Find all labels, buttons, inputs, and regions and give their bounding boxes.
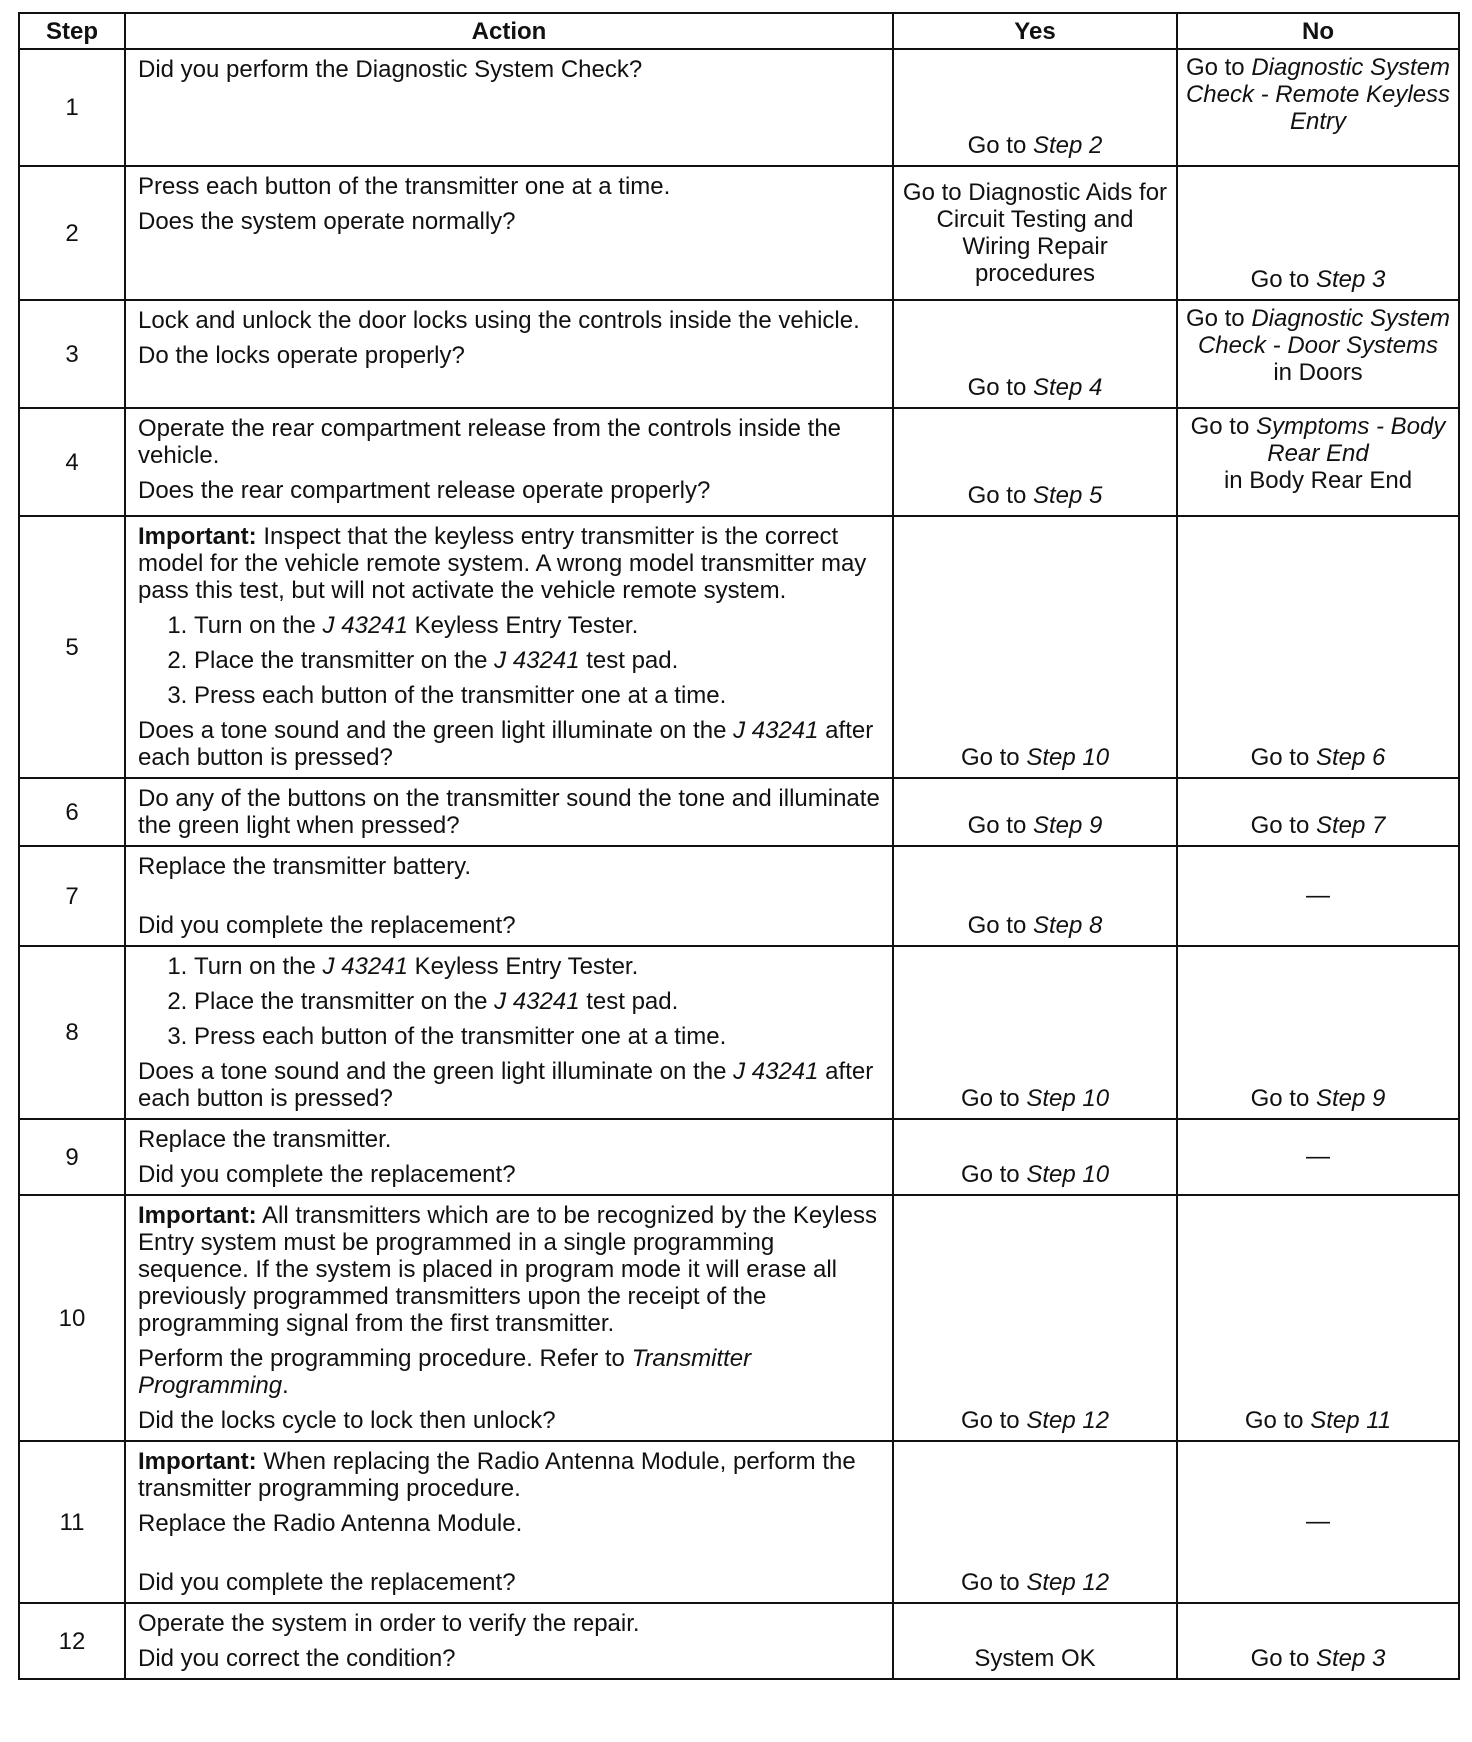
go-to-label: Go to [1190, 413, 1250, 440]
header-action: Action [125, 13, 893, 49]
spacer [138, 1545, 882, 1569]
table-row [19, 946, 1459, 1119]
no-doc-ref: Diagnostic System Check - Remote Keyless Entry [1185, 54, 1451, 135]
table-row [19, 300, 1459, 408]
yes-cell [893, 1119, 1177, 1195]
step-number: 12 [19, 1603, 125, 1679]
no-cell [1177, 1119, 1459, 1195]
yes-cell [893, 49, 1177, 166]
action-text: Operate the system in order to verify the repair. [138, 1610, 640, 1637]
list-item [194, 682, 882, 709]
action-question: Do any of the buttons on the transmitter sound the tone and illuminate the green light when pressed? [138, 785, 880, 839]
action-cell [125, 1119, 893, 1195]
yes-cell [893, 846, 1177, 946]
list-text: Place the transmitter on the [194, 988, 488, 1015]
no-cell [1177, 1603, 1459, 1679]
important-label: Important: [138, 1202, 257, 1229]
action-text: Replace the transmitter. [138, 1126, 392, 1153]
important-text: All transmitters which are to be recognized by the Keyless Entry system must be programmed in a single programming sequence. If the system is placed in program mode it will erase all previously programmed transmitters upon the receipt of the programming signal from the first transmitter. [138, 1202, 877, 1337]
procedure-list [138, 612, 882, 709]
yes-cell [893, 946, 1177, 1119]
action-question [138, 717, 882, 771]
yes-cell [893, 300, 1177, 408]
go-to-label: Go to [960, 1085, 1020, 1112]
go-to-label: Go to [960, 1161, 1020, 1188]
action-question: Did you complete the replacement? [138, 1569, 516, 1596]
no-cell [1177, 516, 1459, 778]
list-text: Keyless Entry Tester. [414, 612, 639, 639]
action-cell [125, 408, 893, 516]
yes-cell [893, 1195, 1177, 1441]
go-to-label: Go to [1250, 744, 1310, 771]
step-number: 4 [19, 408, 125, 516]
go-to-label: Go to [1250, 1085, 1310, 1112]
important-label: Important: [138, 523, 257, 550]
action-question: Did you correct the condition? [138, 1645, 456, 1672]
go-to-label: Go to [960, 1569, 1020, 1596]
go-to-label: Go to [1250, 812, 1310, 839]
action-question: Did you complete the replacement? [138, 912, 516, 939]
yes-cell [893, 516, 1177, 778]
step-number: 7 [19, 846, 125, 946]
action-text: Press each button of the transmitter one at a time. [138, 173, 671, 200]
step-number: 9 [19, 1119, 125, 1195]
action-text: Did you perform the Diagnostic System Check? [138, 56, 643, 83]
go-to-label: Go to [1185, 54, 1245, 81]
important-note [138, 1202, 882, 1337]
yes-step-ref: Step 10 [1026, 744, 1110, 771]
list-text: Press each button of the transmitter one at a time. [194, 682, 727, 709]
table-row [19, 516, 1459, 778]
table-row [19, 1441, 1459, 1603]
no-cell [1177, 408, 1459, 516]
header-yes: Yes [893, 13, 1177, 49]
step-number: 10 [19, 1195, 125, 1441]
procedure-ref: Transmitter Programming [138, 1345, 752, 1399]
go-to-label: Go to [1250, 1645, 1310, 1672]
yes-step-ref: Step 10 [1026, 1161, 1110, 1188]
action-cell [125, 1441, 893, 1603]
question-text: Does a tone sound and the green light illuminate on the [138, 717, 727, 744]
yes-step-ref: Step 12 [1026, 1407, 1110, 1434]
action-cell [125, 516, 893, 778]
table-row [19, 778, 1459, 846]
no-cell [1177, 1195, 1459, 1441]
step-number: 5 [19, 516, 125, 778]
step-number: 11 [19, 1441, 125, 1603]
important-note [138, 1448, 882, 1502]
action-cell [125, 300, 893, 408]
header-no: No [1177, 13, 1459, 49]
action-question: Did the locks cycle to lock then unlock? [138, 1407, 556, 1434]
action-text [138, 1345, 882, 1399]
action-cell [125, 946, 893, 1119]
no-step-ref: Step 6 [1315, 744, 1386, 771]
action-question: Does the rear compartment release operate properly? [138, 477, 711, 504]
no-cell [1177, 1441, 1459, 1603]
action-cell [125, 166, 893, 300]
go-to-label: Go to [967, 132, 1027, 159]
action-question: Did you complete the replacement? [138, 1161, 516, 1188]
action-text-end: . [282, 1372, 289, 1399]
step-number: 2 [19, 166, 125, 300]
no-step-ref: Step 3 [1315, 266, 1386, 293]
dash: — [1306, 881, 1330, 909]
yes-text: Go to Diagnostic Aids for Circuit Testing and Wiring Repair procedures [902, 179, 1168, 287]
action-cell [125, 846, 893, 946]
table-row [19, 408, 1459, 516]
no-step-ref: Step 11 [1310, 1407, 1392, 1434]
yes-text: System OK [974, 1645, 1096, 1672]
question-text: Does a tone sound and the green light illuminate on the [138, 1058, 727, 1085]
no-cell [1177, 846, 1459, 946]
go-to-label: Go to [967, 812, 1027, 839]
go-to-label: Go to [1185, 305, 1245, 332]
yes-step-ref: Step 10 [1026, 1085, 1110, 1112]
list-item [194, 988, 882, 1015]
go-to-label: Go to [967, 374, 1027, 401]
table-row [19, 1603, 1459, 1679]
go-to-label: Go to [960, 1407, 1020, 1434]
list-text: Press each button of the transmitter one at a time. [194, 1023, 727, 1050]
yes-cell [893, 408, 1177, 516]
action-question: Do the locks operate properly? [138, 342, 465, 369]
action-text: Operate the rear compartment release from the controls inside the vehicle. [138, 415, 842, 469]
yes-step-ref: Step 12 [1026, 1569, 1110, 1596]
no-cell [1177, 300, 1459, 408]
yes-step-ref: Step 2 [1032, 132, 1103, 159]
action-text-part: Perform the programming procedure. Refer to [138, 1345, 625, 1372]
go-to-label: Go to [960, 744, 1020, 771]
list-text: test pad. [586, 988, 679, 1015]
action-question: Does the system operate normally? [138, 208, 516, 235]
header-step: Step [19, 13, 125, 49]
action-cell [125, 1603, 893, 1679]
tester-ref: J 43241 [733, 717, 819, 744]
table-row [19, 1119, 1459, 1195]
yes-step-ref: Step 4 [1032, 374, 1103, 401]
yes-step-ref: Step 8 [1032, 912, 1103, 939]
action-cell [125, 49, 893, 166]
spacer [138, 888, 882, 912]
list-text: Place the transmitter on the [194, 647, 488, 674]
header-row [19, 13, 1459, 49]
list-item [194, 647, 882, 674]
step-number: 1 [19, 49, 125, 166]
tester-ref: J 43241 [322, 612, 408, 639]
list-item [194, 953, 882, 980]
question-text: after each button is pressed? [138, 717, 874, 771]
diagnostic-table-sheet [18, 12, 1458, 1680]
action-text: Replace the Radio Antenna Module. [138, 1510, 523, 1537]
no-step-ref: Step 9 [1315, 1085, 1386, 1112]
no-cell [1177, 946, 1459, 1119]
action-text: Lock and unlock the door locks using the controls inside the vehicle. [138, 307, 860, 334]
yes-cell [893, 1603, 1177, 1679]
no-cell [1177, 778, 1459, 846]
yes-step-ref: Step 9 [1032, 812, 1103, 839]
tester-ref: J 43241 [733, 1058, 819, 1085]
no-doc-ref: Diagnostic System Check - Door Systems [1197, 305, 1451, 359]
tester-ref: J 43241 [494, 647, 580, 674]
list-item [194, 1023, 882, 1050]
no-step-ref: Step 3 [1315, 1645, 1386, 1672]
action-text: Replace the transmitter battery. [138, 853, 472, 880]
action-cell [125, 1195, 893, 1441]
yes-cell [893, 1441, 1177, 1603]
no-doc-ref: Symptoms - Body Rear End [1255, 413, 1446, 467]
dash: — [1306, 1142, 1330, 1170]
list-text: Keyless Entry Tester. [414, 953, 639, 980]
no-step-ref: Step 7 [1315, 812, 1386, 839]
yes-cell [893, 778, 1177, 846]
question-text: after each button is pressed? [138, 1058, 874, 1112]
table-row [19, 49, 1459, 166]
important-text: Inspect that the keyless entry transmitter is the correct model for the vehicle remote system. A wrong model transmitter may pass this test, but will not activate the vehicle remote system. [138, 523, 867, 604]
step-number: 6 [19, 778, 125, 846]
dash: — [1306, 1507, 1330, 1535]
go-to-label: Go to [1244, 1407, 1304, 1434]
list-text: Turn on the [194, 953, 316, 980]
important-label: Important: [138, 1448, 257, 1475]
table-row [19, 846, 1459, 946]
step-number: 8 [19, 946, 125, 1119]
diagnostic-table [18, 12, 1460, 1680]
list-text: test pad. [586, 647, 679, 674]
action-cell [125, 778, 893, 846]
yes-step-ref: Step 5 [1032, 482, 1103, 509]
no-doc-suffix: in Doors [1273, 359, 1363, 386]
step-number: 3 [19, 300, 125, 408]
tester-ref: J 43241 [494, 988, 580, 1015]
no-cell [1177, 166, 1459, 300]
table-row [19, 166, 1459, 300]
list-item [194, 612, 882, 639]
important-note [138, 523, 882, 604]
go-to-label: Go to [967, 482, 1027, 509]
tester-ref: J 43241 [322, 953, 408, 980]
yes-cell [893, 166, 1177, 300]
go-to-label: Go to [1250, 266, 1310, 293]
important-text: When replacing the Radio Antenna Module, perform the transmitter programming procedure. [138, 1448, 856, 1502]
table-row [19, 1195, 1459, 1441]
action-question [138, 1058, 882, 1112]
no-doc-suffix: in Body Rear End [1223, 467, 1413, 494]
no-cell [1177, 49, 1459, 166]
go-to-label: Go to [967, 912, 1027, 939]
procedure-list [138, 953, 882, 1050]
list-text: Turn on the [194, 612, 316, 639]
